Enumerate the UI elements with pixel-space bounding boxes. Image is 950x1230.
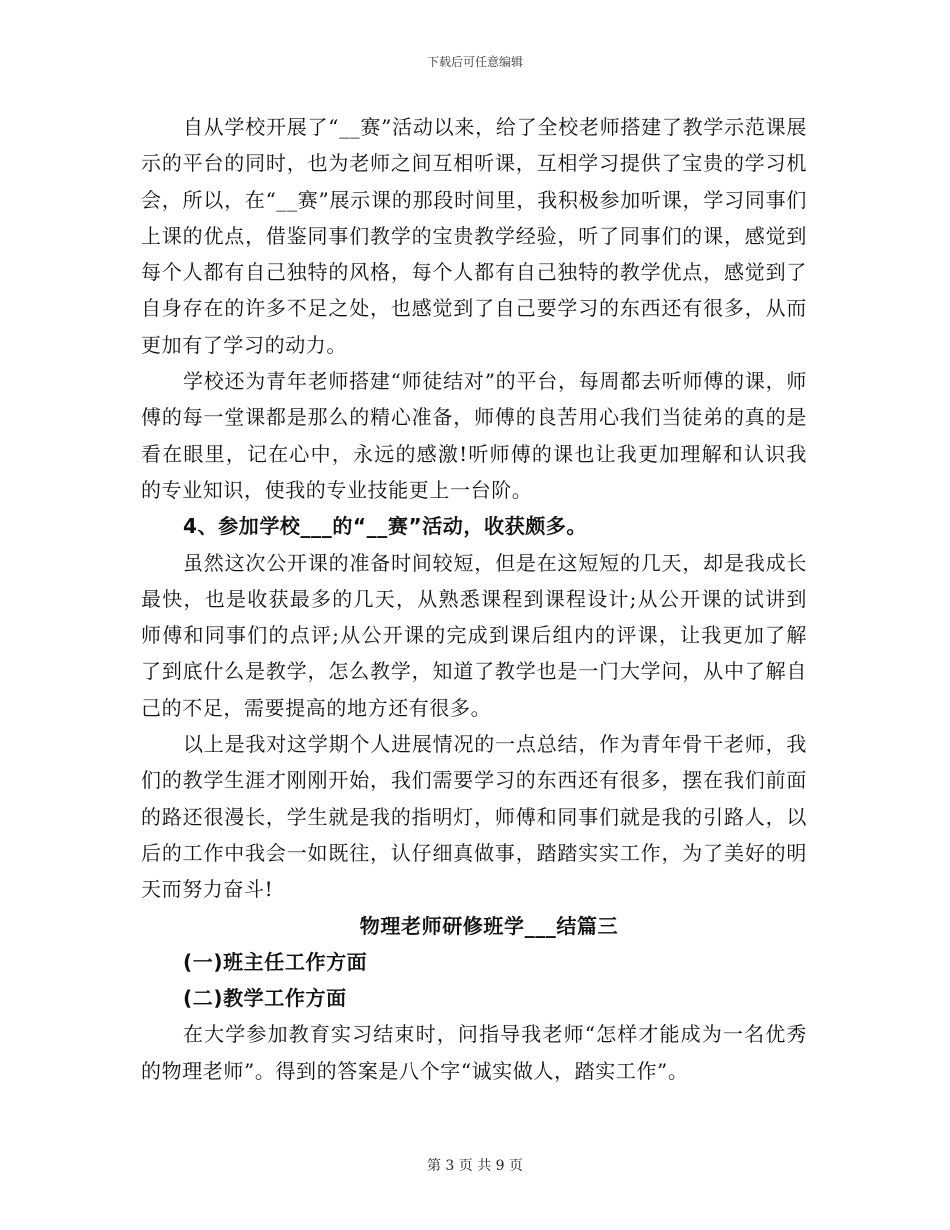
body-paragraph: 自从学校开展了“__赛”活动以来，给了全校老师搭建了教学示范课展示的平台的同时，也为老师之间互相听课，互相学习提供了宝贵的学习机会，所以，在“__赛”展示课的那段时间里，我积极参加听课，学习同事们上课的优点，借鉴同事们教学的宝贵教学经验，听了同事们的课，感觉到每个人都有自己独特的风格，每个人都有自己独特的教学优点，感觉到了自身存在的许多不足之处，也感觉到了自己要学习的东西还有很多，从而更加有了学习的动力。	[141, 115, 807, 357]
subsection-heading: (一)班主任工作方面	[183, 949, 368, 974]
page-number: 第 3 页 共 9 页	[426, 1158, 524, 1174]
body-paragraph: 虽然这次公开课的准备时间较短，但是在这短短的几天，却是我成长最快，也是收获最多的几天，从熟悉课程到课程设计;从公开课的试讲到师傅和同事们的点评;从公开课的完成到课后组内的评课，让我更加了解了到底什么是教学，怎么教学，知道了教学也是一门大学问，从中了解自己的不足，需要提高的地方还有很多。	[141, 550, 807, 720]
article-title: 物理老师研修班学___结篇三	[359, 913, 619, 938]
subsection-heading: (二)教学工作方面	[183, 986, 347, 1011]
body-paragraph: 在大学参加教育实习结束时，问指导我老师“怎样才能成为一名优秀的物理老师”。得到的答案是八个字“诚实做人，踏实工作”。	[141, 1022, 807, 1083]
body-paragraph: 以上是我对这学期个人进展情况的一点总结，作为青年骨干老师，我们的教学生涯才刚刚开始，我们需要学习的东西还有很多，摆在我们前面的路还很漫长，学生就是我的指明灯，师傅和同事们就是我的引路人，以后的工作中我会一如既往，认仔细真做事，踏踏实实工作，为了美好的明天而努力奋斗!	[141, 732, 807, 902]
page-header: 下载后可任意编辑	[426, 55, 523, 69]
body-paragraph: 学校还为青年老师搭建“师徒结对”的平台，每周都去听师傅的课，师傅的每一堂课都是那么的精心准备，师傅的良苦用心我们当徒弟的真的是看在眼里，记在心中，永远的感激!听师傅的课也让我更加理解和认识我的专业知识，使我的专业技能更上一台阶。	[141, 369, 807, 502]
document-body	[141, 109, 807, 1089]
section-heading: 4、参加学校___的“__赛”活动，收获颇多。	[183, 514, 588, 539]
